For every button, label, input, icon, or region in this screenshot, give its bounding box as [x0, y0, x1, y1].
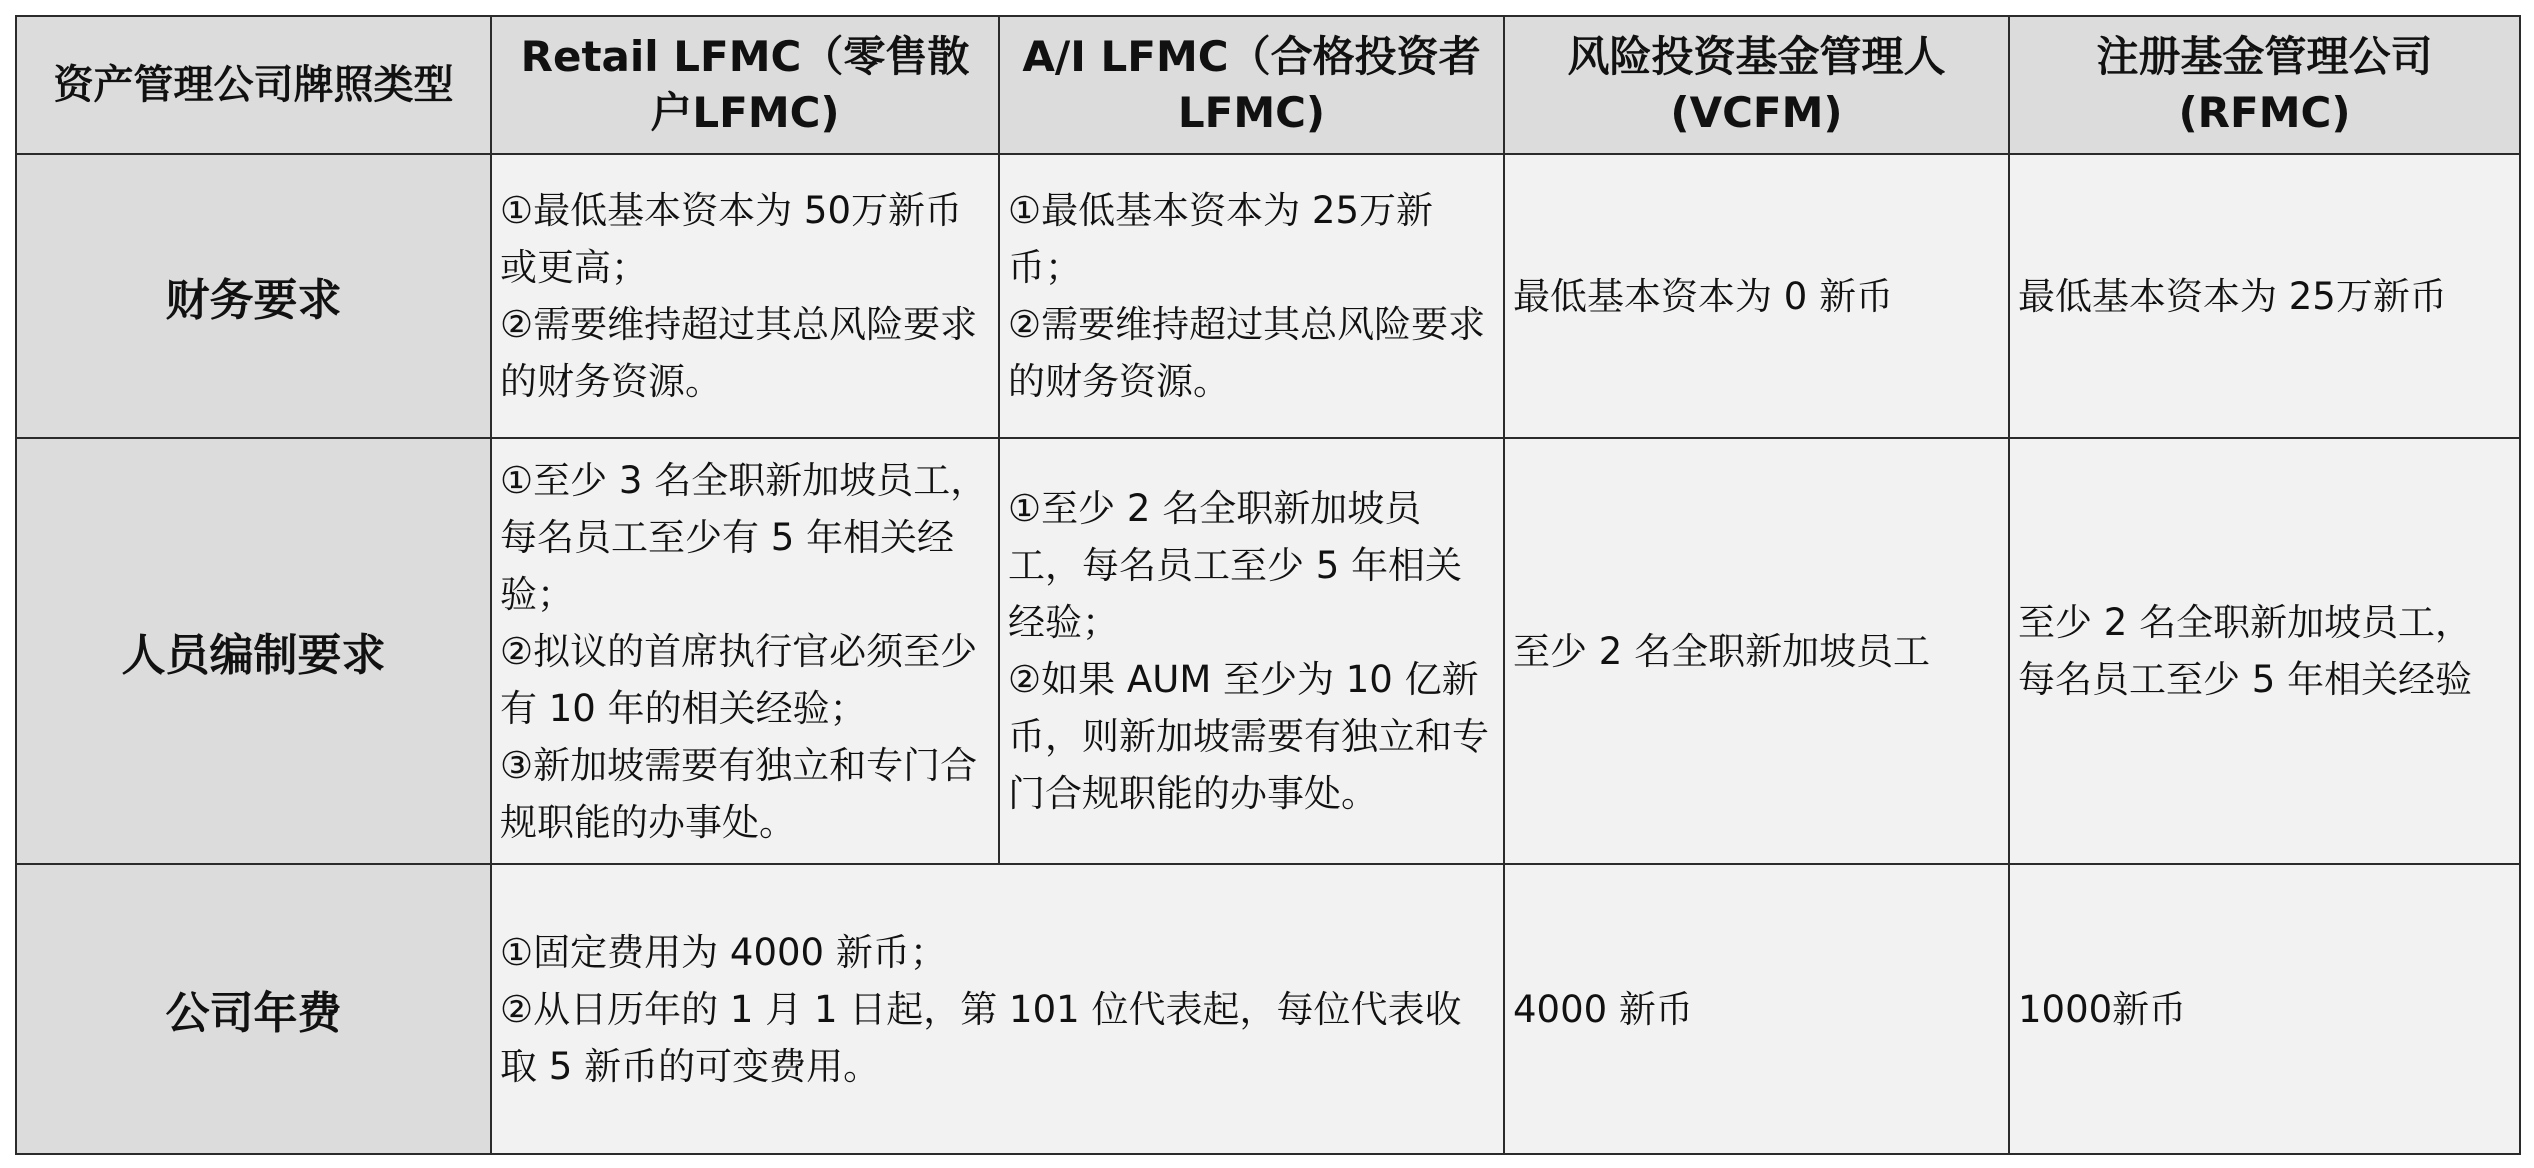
cell-annual-fee-vcfm: 4000 新币 — [1504, 864, 2009, 1154]
header-corner-cell: 资产管理公司牌照类型 — [16, 16, 491, 154]
header-row — [16, 16, 2520, 154]
cell-financial-rfmc: 最低基本资本为 25万新币 — [2009, 154, 2520, 438]
table-row-financial — [16, 154, 2520, 438]
cell-staffing-ai: ①至少 2 名全职新加坡员工，每名员工至少 5 年相关经验； ②如果 AUM 至少为 10 亿新币，则新加坡需要有独立和专门合规职能的办事处。 — [999, 438, 1504, 864]
cell-staffing-rfmc: 至少 2 名全职新加坡员工， 每名员工至少 5 年相关经验 — [2009, 438, 2520, 864]
row-label-staffing: 人员编制要求 — [16, 438, 491, 864]
license-comparison-table-wrapper — [15, 15, 2519, 1153]
row-label-annual-fee: 公司年费 — [16, 864, 491, 1154]
header-ai-lfmc: A/I LFMC（合格投资者LFMC) — [999, 16, 1504, 154]
table-row-annual-fee — [16, 864, 2520, 1154]
cell-financial-retail: ①最低基本资本为 50万新币或更高； ②需要维持超过其总风险要求的财务资源。 — [491, 154, 999, 438]
row-label-financial: 财务要求 — [16, 154, 491, 438]
cell-staffing-retail: ①至少 3 名全职新加坡员工，每名员工至少有 5 年相关经验； ②拟议的首席执行官必须至少有 10 年的相关经验； ③新加坡需要有独立和专门合规职能的办事处。 — [491, 438, 999, 864]
header-retail-lfmc: Retail LFMC（零售散户LFMC) — [491, 16, 999, 154]
license-comparison-table — [15, 15, 2521, 1155]
header-rfmc: 注册基金管理公司(RFMC) — [2009, 16, 2520, 154]
cell-annual-fee-rfmc: 1000新币 — [2009, 864, 2520, 1154]
cell-financial-ai: ①最低基本资本为 25万新币； ②需要维持超过其总风险要求的财务资源。 — [999, 154, 1504, 438]
cell-staffing-vcfm: 至少 2 名全职新加坡员工 — [1504, 438, 2009, 864]
header-vcfm: 风险投资基金管理人(VCFM) — [1504, 16, 2009, 154]
table-row-staffing — [16, 438, 2520, 864]
cell-annual-fee-lfmc-merged: ①固定费用为 4000 新币； ②从日历年的 1 月 1 日起，第 101 位代表起，每位代表收取 5 新币的可变费用。 — [491, 864, 1504, 1154]
cell-financial-vcfm: 最低基本资本为 0 新币 — [1504, 154, 2009, 438]
